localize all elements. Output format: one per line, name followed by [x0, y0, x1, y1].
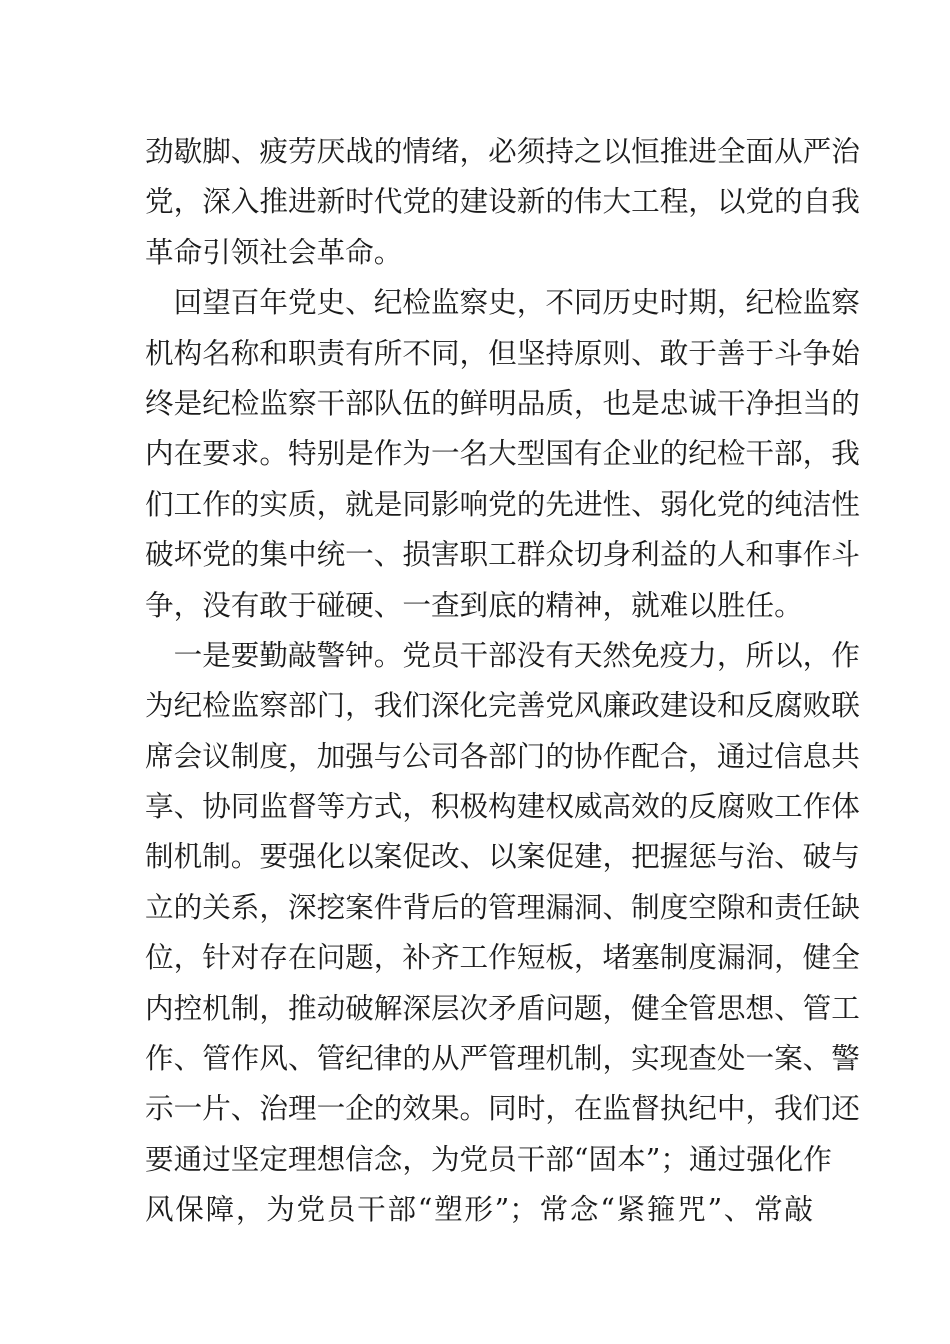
text-line: 位，针对存在问题，补齐工作短板，堵塞制度漏洞，健全 — [145, 940, 860, 975]
text-line: 一是要勤敲警钟。党员干部没有天然免疫力，所以，作 — [145, 637, 860, 672]
text-line: 劲歇脚、疲劳厌战的情绪，必须持之以恒推进全面从严治 — [145, 134, 860, 168]
text-line: 回望百年党史、纪检监察史，不同历史时期，纪检监察 — [145, 285, 860, 320]
text-line: 内在要求。特别是作为一名大型国有企业的纪检干部，我 — [145, 436, 860, 471]
text-line: 制机制。要强化以案促改、以案促建，把握惩与治、破与 — [145, 839, 860, 874]
text-line: 争，没有敢于碰硬、一查到底的精神，就难以胜任。 — [145, 587, 803, 622]
text-line: 席会议制度，加强与公司各部门的协作配合，通过信息共 — [145, 738, 860, 773]
document-body — [145, 126, 860, 1235]
text-line: 风保障，为党员干部“塑形”；常念“紧箍咒”、常敲 — [145, 1192, 813, 1227]
text-line: 革命引领社会革命。 — [145, 234, 403, 269]
text-line: 示一片、治理一企的效果。同时，在监督执纪中，我们还 — [145, 1091, 860, 1126]
text-line: 要通过坚定理想信念，为党员干部“固本”；通过强化作 — [145, 1141, 832, 1176]
text-line: 们工作的实质，就是同影响党的先进性、弱化党的纯洁性 — [145, 486, 860, 521]
text-line: 作、管作风、管纪律的从严管理机制，实现查处一案、警 — [145, 1041, 860, 1076]
text-line: 内控机制，推动破解深层次矛盾问题，健全管思想、管工 — [145, 990, 860, 1025]
text-line: 享、协同监督等方式，积极构建权威高效的反腐败工作体 — [145, 789, 860, 824]
text-line: 终是纪检监察干部队伍的鲜明品质，也是忠诚干净担当的 — [145, 385, 860, 420]
text-line: 党，深入推进新时代党的建设新的伟大工程，以党的自我 — [145, 184, 860, 219]
paragraph-2 — [145, 277, 860, 630]
text-line: 机构名称和职责有所不同，但坚持原则、敢于善于斗争始 — [145, 335, 860, 370]
paragraph-1 — [145, 126, 860, 277]
text-line: 破坏党的集中统一、损害职工群众切身利益的人和事作斗 — [145, 537, 860, 572]
paragraph-3 — [145, 630, 860, 1235]
text-line: 为纪检监察部门，我们深化完善党风廉政建设和反腐败联 — [145, 688, 860, 723]
text-line: 立的关系，深挖案件背后的管理漏洞、制度空隙和责任缺 — [145, 889, 860, 924]
